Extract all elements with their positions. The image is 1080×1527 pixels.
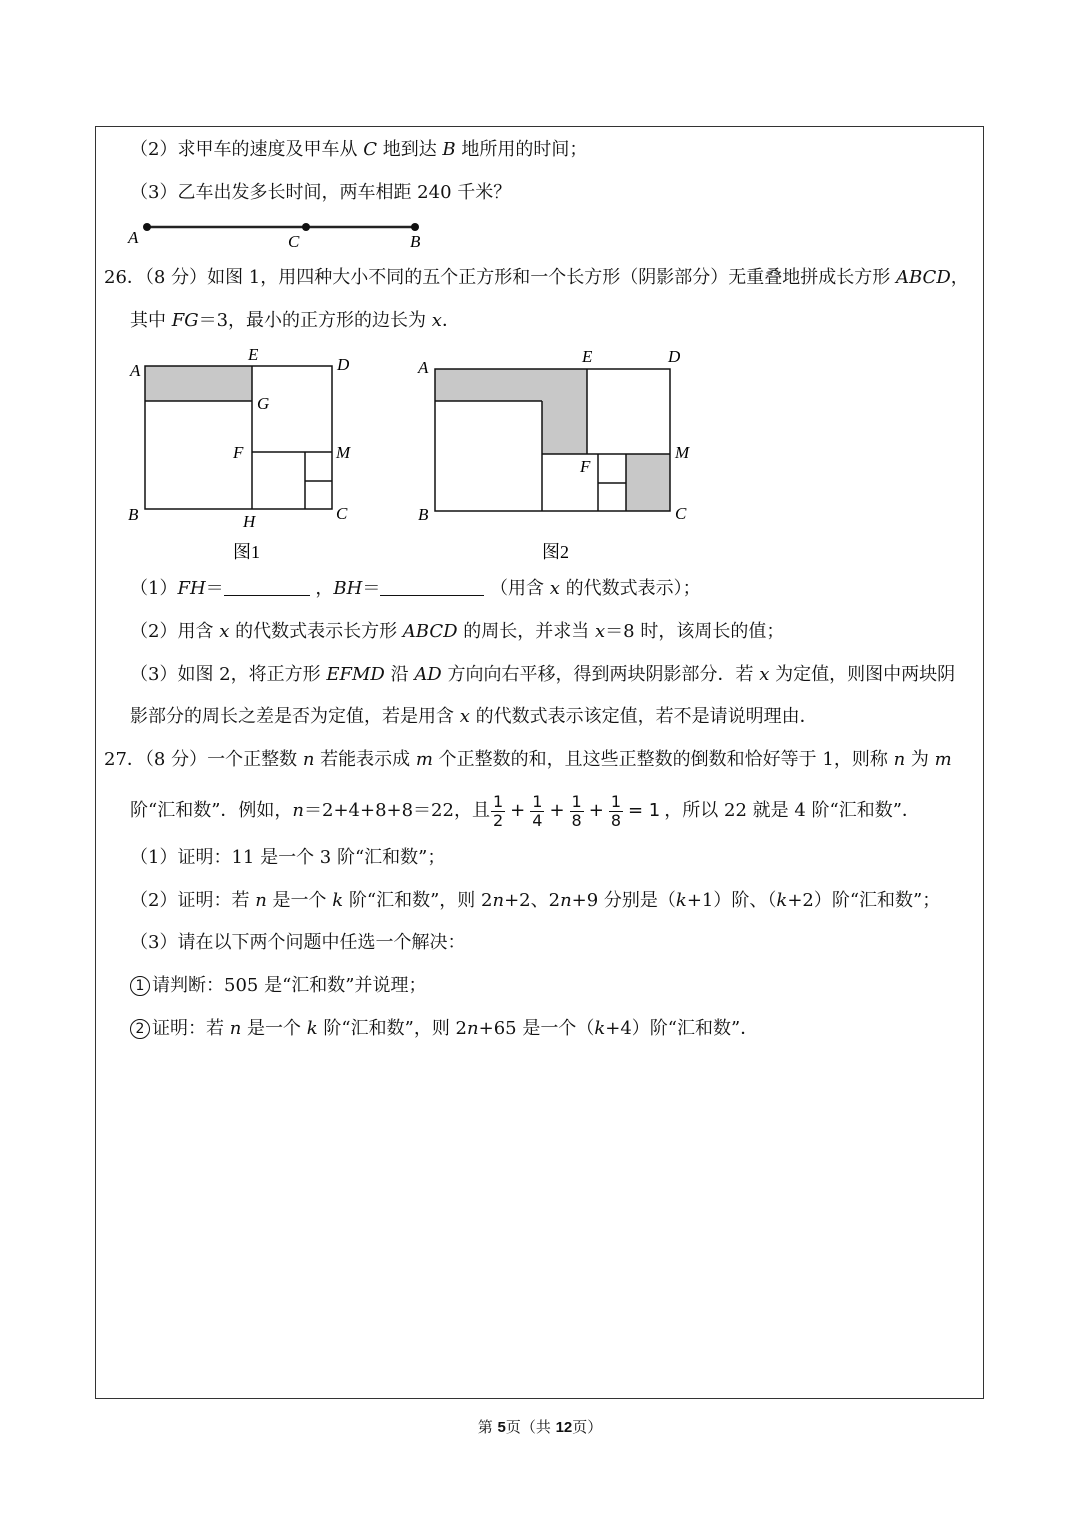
label-c: C	[288, 232, 300, 251]
q26-intro-line1: 26．（8 分）如图 1，用四种大小不同的五个正方形和一个长方形（阴影部分）无重叠地拼成长方形 ABCD，	[104, 267, 969, 288]
fig1-label-f: F	[233, 443, 244, 462]
fig2-label-m: M	[675, 443, 690, 462]
fig1-label-c: C	[336, 504, 348, 523]
point-a	[143, 223, 151, 231]
q26-part1: （1）FH＝ ，BH＝ （用含 x 的代数式表示）；	[130, 578, 701, 599]
fig1-label-b: B	[128, 505, 139, 524]
fig2-label-d: D	[668, 347, 681, 366]
answer-blank-bh[interactable]	[380, 577, 484, 596]
fraction-1-2: $\frac{1}{2}$	[492, 791, 504, 830]
q26-part3-line1: （3）如图 2，将正方形 EFMD 沿 AD 方向向右平移，得到两块阴影部分．若 x 为定值，则图中两块阴	[130, 664, 956, 685]
q27-intro-line2: 阶“汇和数”．例如，n＝2+4+8+8＝22，且 $\frac{1}{2}$ + $\frac{1}{4}$ + $\frac{1}{8}$ + $\frac{1}{8}$ = 1 ，所以 22 就是 4 阶“汇和数”．	[130, 791, 920, 830]
q25-part2: （2）求甲车的速度及甲车从 C 地到达 B 地所用的时间；	[130, 139, 588, 160]
fraction-1-8-b: $\frac{1}{8}$	[610, 791, 621, 830]
fig2-label-e: E	[582, 347, 593, 366]
fraction-1-4: $\frac{1}{4}$	[532, 791, 543, 830]
point-b	[411, 223, 419, 231]
q26-part3-line2: 影部分的周长之差是否为定值，若是用含 x 的代数式表示该定值，若不是请说明理由．	[130, 706, 818, 727]
q26-intro-line2: 其中 FG＝3，最小的正方形的边长为 x．	[130, 310, 460, 331]
q27-option-2: 2 证明：若 n 是一个 k 阶“汇和数”，则 2n+65 是一个（k+4）阶“汇和数”．	[130, 1017, 758, 1041]
q27-part3: （3）请在以下两个问题中任选一个解决：	[130, 932, 466, 953]
circled-number-1: 1	[130, 976, 150, 996]
q27-part2: （2）证明：若 n 是一个 k 阶“汇和数”，则 2n+2、2n+9 分别是（k+1）阶、（k+2）阶“汇和数”；	[130, 890, 941, 911]
fraction-1-8-a: $\frac{1}{8}$	[571, 791, 582, 830]
segment-figure	[120, 215, 440, 251]
figure-2	[410, 340, 700, 570]
fig2-label-c: C	[675, 504, 687, 523]
fig1-label-m: M	[336, 443, 351, 462]
fig2-shaded-l	[435, 369, 587, 454]
fig1-caption: 图1	[233, 542, 260, 562]
fig2-shaded-square	[626, 454, 670, 511]
fig1-label-h: H	[243, 512, 256, 531]
q27-intro-line1: 27．（8 分）一个正整数 n 若能表示成 m 个正整数的和，且这些正整数的倒数和恰好等于 1，则称 n 为 m	[104, 749, 952, 770]
q27-option-1: 1 请判断：505 是“汇和数”并说理；	[130, 974, 426, 998]
fig1-label-g: G	[257, 394, 270, 413]
fig1-shaded-rect	[145, 366, 252, 401]
fig1-label-a: A	[130, 361, 141, 380]
fig2-label-b: B	[418, 505, 429, 524]
q26-part2: （2）用含 x 的代数式表示长方形 ABCD 的周长，并求当 x＝8 时，该周长的值；	[130, 621, 785, 642]
label-a: A	[128, 228, 139, 247]
q27-part1: （1）证明：11 是一个 3 阶“汇和数”；	[130, 847, 446, 868]
fig1-label-d: D	[337, 355, 350, 374]
page-footer: 第 5页（共 12页）	[477, 1418, 603, 1436]
q25-part3: （3）乙车出发多长时间，两车相距 240 千米？	[130, 182, 512, 203]
figure-1	[120, 340, 360, 570]
fig2-label-f: F	[580, 457, 591, 476]
circled-number-2: 2	[130, 1019, 150, 1039]
point-c	[302, 223, 310, 231]
label-b: B	[410, 232, 421, 251]
fig1-label-e: E	[248, 345, 259, 364]
answer-blank-fh[interactable]	[224, 577, 310, 596]
fig2-label-a: A	[418, 358, 429, 377]
fig2-caption: 图2	[542, 542, 569, 562]
